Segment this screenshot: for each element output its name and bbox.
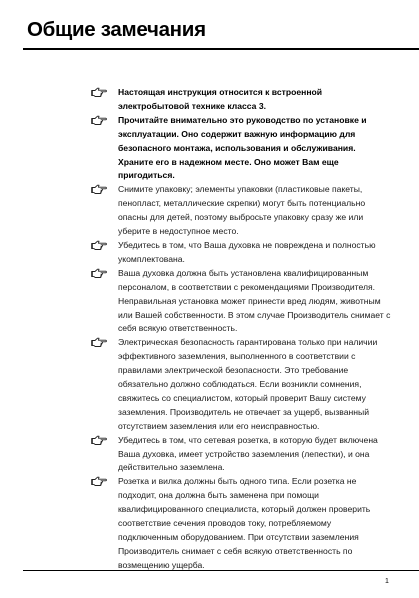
note-item <box>91 183 391 239</box>
note-text: Настоящая инструкция относится к встроенной электробытовой технике класса 3. <box>118 87 323 111</box>
pointing-hand-icon <box>91 268 107 279</box>
pointing-hand-icon <box>91 184 107 195</box>
note-item <box>91 475 391 572</box>
note-text: Розетка и вилка должны быть одного типа. Если розетка не подходит, она должна быть заменена при помощи квалифицированного специалиста, который должен проверить соответствие сечения проводов току, потребляемому подключенным оборудованием. При отсутствии заземления Производитель снимает с себя всякую ответственность по возмещению ущерба. <box>118 476 371 570</box>
note-item <box>91 86 391 114</box>
note-text: Убедитесь в том, что сетевая розетка, в которую будет включена Ваша духовка, имеет устройство заземления (лепестки), и она действительно заземлена. <box>118 434 378 473</box>
note-text: Убедитесь в том, что Ваша духовка не повреждена и полностью укомплектована. <box>118 239 376 264</box>
note-text: Электрическая безопасность гарантирована только при наличии эффективного заземления, выполненного в соответствии с правилами электрической безопасности. Это требование обязательно должно соблюдаться. Если возникли сомнения, свяжитесь со специалистом, который проверит Вашу систему заземления. Производитель не отвечает за ущерб, вызванный отсутствием заземления или его неисправностью. <box>118 337 378 431</box>
title-rule <box>23 48 419 50</box>
note-text: Прочитайте внимательно это руководство по установке и эксплуатации. Оно содержит важную информацию для безопасного монтажа, использования и обслуживания. Храните его в надежном месте. Оно может Вам еще пригодиться. <box>118 114 367 181</box>
page-number: 1 <box>385 578 389 585</box>
note-item <box>91 239 391 267</box>
pointing-hand-icon <box>91 476 107 487</box>
page-header <box>0 0 419 64</box>
note-item <box>91 114 391 184</box>
page-title: Общие замечания <box>27 18 206 41</box>
footer-rule <box>23 570 419 571</box>
notes-list <box>91 86 391 573</box>
pointing-hand-icon <box>91 435 107 446</box>
note-item <box>91 434 391 476</box>
pointing-hand-icon <box>91 87 107 98</box>
note-item <box>91 267 391 337</box>
pointing-hand-icon <box>91 115 107 126</box>
pointing-hand-icon <box>91 337 107 348</box>
pointing-hand-icon <box>91 240 107 251</box>
note-item <box>91 336 391 433</box>
note-text: Ваша духовка должна быть установлена квалифицированным персоналом, в соответствии с рекомендациями Производителя. Неправильная установка может принести вред людям, животным или Вашей собственности. В этом случае Производитель снимает с себя всякую ответственность. <box>118 267 391 334</box>
note-text: Снимите упаковку; элементы упаковки (пластиковые пакеты, пенопласт, металлические скрепки) могут быть потенциально опасны для детей, поэтому выбросьте упаковку сразу же или уберите в недоступное место. <box>118 184 366 237</box>
